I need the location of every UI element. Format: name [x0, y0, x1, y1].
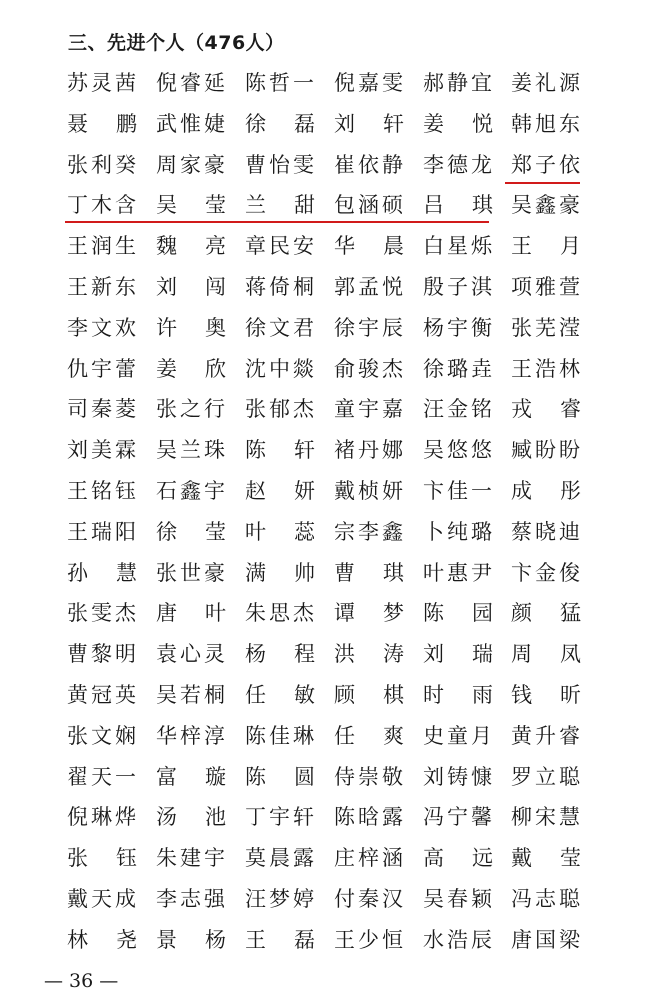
person-name: 杨宇衡: [423, 315, 495, 340]
person-name: 唐 叶: [156, 601, 226, 626]
person-name: 吴兰珠: [156, 438, 228, 463]
person-name: 王润生: [67, 234, 139, 259]
name-row: [67, 593, 597, 634]
name-row: [67, 389, 597, 430]
person-name: 李德龙: [423, 152, 495, 177]
person-name: 任 爽: [334, 723, 404, 748]
person-name: 付秦汉: [334, 886, 406, 911]
person-name: 姜 欣: [156, 356, 226, 381]
person-name: 朱建宇: [156, 846, 228, 871]
person-name: 张郁杰: [245, 397, 317, 422]
person-name: 王少恒: [334, 927, 406, 952]
person-name: 翟天一: [67, 764, 139, 789]
person-name: 罗立聪: [511, 764, 583, 789]
person-name: 张利癸: [67, 152, 139, 177]
person-name: 倪睿延: [156, 71, 228, 95]
person-name: 吴悠悠: [423, 438, 495, 463]
person-name: 魏 亮: [156, 234, 226, 259]
person-name: 唐国梁: [511, 927, 583, 952]
person-name: 李志强: [156, 886, 228, 911]
person-name: 水浩辰: [423, 927, 495, 952]
person-name: 许 奥: [156, 315, 226, 340]
person-name: 戴 莹: [511, 846, 581, 871]
person-name: 朱思杰: [245, 601, 317, 626]
person-name: 刘 闯: [156, 274, 226, 299]
person-name: 崔依静: [334, 152, 406, 177]
person-name: 黄冠英: [67, 682, 139, 707]
person-name: 徐璐垚: [423, 356, 495, 381]
person-name: 丁宇轩: [245, 805, 317, 830]
person-name: 高 远: [423, 846, 493, 871]
person-name: 曹怡雯: [245, 152, 317, 177]
person-name: 俞骏杰: [334, 356, 406, 381]
person-name: 徐 磊: [245, 111, 315, 136]
name-row: [67, 145, 597, 186]
person-name: 吴若桐: [156, 682, 228, 707]
person-name: 武惟婕: [156, 111, 228, 136]
person-name: 成 彤: [511, 478, 581, 503]
person-name: 叶 蕊: [245, 519, 315, 544]
person-name: 刘 轩: [334, 111, 404, 136]
person-name: 姜 悦: [423, 111, 493, 136]
person-name: 张芜滢: [511, 315, 583, 340]
person-name: 富 璇: [156, 764, 226, 789]
person-name: 戴天成: [67, 886, 139, 911]
person-name: 黄升睿: [511, 723, 583, 748]
person-name: 包涵硕: [334, 193, 406, 218]
name-row: [67, 512, 597, 553]
person-name: 丁木含: [67, 193, 139, 218]
person-name: 司秦菱: [67, 397, 139, 422]
person-name: 白星烁: [423, 234, 495, 259]
person-name: 郝静宜: [423, 71, 495, 95]
person-name: 仇宇蕾: [67, 356, 139, 381]
person-name: 臧盼盼: [511, 438, 583, 463]
person-name: 褚丹娜: [334, 438, 406, 463]
person-name: 周 凤: [511, 642, 581, 667]
person-name: 张文娴: [67, 723, 139, 748]
person-name: 侍崇敬: [334, 764, 406, 789]
person-name: 卞金俊: [511, 560, 583, 585]
person-name: 曹黎明: [67, 642, 139, 667]
person-name: 宗李鑫: [334, 519, 406, 544]
red-underline-zheng-ziyi: [505, 182, 580, 184]
person-name: 顾 棋: [334, 682, 404, 707]
person-name: 赵 妍: [245, 478, 315, 503]
person-name: 石鑫宇: [156, 478, 228, 503]
person-name: 徐文君: [245, 315, 317, 340]
person-name: 庄梓涵: [334, 846, 406, 871]
person-name: 颜 猛: [511, 601, 581, 626]
person-name: 林 尧: [67, 927, 137, 952]
person-name: 任 敏: [245, 682, 315, 707]
person-name: 钱 昕: [511, 682, 581, 707]
person-name: 吴 莹: [156, 193, 226, 218]
name-row: [67, 349, 597, 390]
person-name: 倪嘉雯: [334, 71, 406, 95]
red-underline-row-four: [65, 221, 489, 223]
person-name: 蔡晓迪: [511, 519, 583, 544]
person-name: 陈 园: [423, 601, 493, 626]
person-name: 陈晗露: [334, 805, 406, 830]
name-row: [67, 471, 597, 512]
name-row: [67, 920, 597, 961]
name-row: [67, 308, 597, 349]
person-name: 汪金铭: [423, 397, 495, 422]
name-row: [67, 838, 597, 879]
person-name: 聂 鹏: [67, 111, 137, 136]
page-number: — 36 —: [44, 970, 119, 992]
name-row: [67, 879, 597, 920]
person-name: 莫晨露: [245, 846, 317, 871]
person-name: 洪 涛: [334, 642, 404, 667]
person-name: 汪梦婷: [245, 886, 317, 911]
person-name: 时 雨: [423, 682, 493, 707]
person-name: 姜礼源: [511, 71, 583, 95]
person-name: 项雅萱: [511, 274, 583, 299]
person-name: 张 钰: [67, 846, 137, 871]
person-name: 郑子依: [511, 152, 583, 177]
person-name: 兰 甜: [245, 193, 315, 218]
person-name: 倪琳烨: [67, 805, 139, 830]
person-name: 王 磊: [245, 927, 315, 952]
person-name: 蒋倚桐: [245, 274, 317, 299]
person-name: 戎 睿: [511, 397, 581, 422]
person-name: 王铭钰: [67, 478, 139, 503]
person-name: 徐宇辰: [334, 315, 406, 340]
name-row: [67, 797, 597, 838]
person-name: 童宇嘉: [334, 397, 406, 422]
person-name: 章民安: [245, 234, 317, 259]
person-name: 冯宁馨: [423, 805, 495, 830]
person-name: 柳宋慧: [511, 805, 583, 830]
person-name: 张世豪: [156, 560, 228, 585]
person-name: 叶惠尹: [423, 560, 495, 585]
person-name: 李文欢: [67, 315, 139, 340]
person-name: 吕 琪: [423, 193, 493, 218]
person-name: 苏灵茜: [67, 71, 139, 95]
person-name: 周家豪: [156, 152, 228, 177]
person-name: 王新东: [67, 274, 139, 299]
person-name: 戴桢妍: [334, 478, 406, 503]
name-row: [67, 716, 597, 757]
person-name: 袁心灵: [156, 642, 228, 667]
name-row: [67, 757, 597, 798]
person-name: 王 月: [511, 234, 581, 259]
name-row: [67, 430, 597, 471]
person-name: 冯志聪: [511, 886, 583, 911]
person-name: 王瑞阳: [67, 519, 139, 544]
person-name: 王浩林: [511, 356, 583, 381]
person-name: 曹 琪: [334, 560, 404, 585]
person-name: 殷子淇: [423, 274, 495, 299]
person-name: 张之行: [156, 397, 228, 422]
person-name: 刘美霖: [67, 438, 139, 463]
person-name: 华梓淳: [156, 723, 228, 748]
person-name: 张雯杰: [67, 601, 139, 626]
person-name: 卜纯璐: [423, 519, 495, 544]
person-name: 陈佳琳: [245, 723, 317, 748]
name-row: [67, 634, 597, 675]
person-name: 谭 梦: [334, 601, 404, 626]
name-grid: [67, 63, 597, 961]
name-row: [67, 553, 597, 594]
person-name: 韩旭东: [511, 111, 583, 136]
person-name: 郭孟悦: [334, 274, 406, 299]
name-row: [67, 63, 597, 104]
person-name: 吴鑫豪: [511, 193, 583, 218]
person-name: 陈 轩: [245, 438, 315, 463]
person-name: 陈哲一: [245, 71, 317, 95]
person-name: 满 帅: [245, 560, 315, 585]
person-name: 华 晨: [334, 234, 404, 259]
name-row: [67, 267, 597, 308]
name-row: [67, 675, 597, 716]
person-name: 史童月: [423, 723, 495, 748]
person-name: 刘铸慷: [423, 764, 495, 789]
person-name: 刘 瑞: [423, 642, 493, 667]
person-name: 卞佳一: [423, 478, 495, 503]
person-name: 陈 圆: [245, 764, 315, 789]
name-row: [67, 104, 597, 145]
name-row: [67, 226, 597, 267]
person-name: 吴春颖: [423, 886, 495, 911]
person-name: 汤 池: [156, 805, 226, 830]
person-name: 沈中燚: [245, 356, 317, 381]
person-name: 杨 程: [245, 642, 315, 667]
person-name: 景 杨: [156, 927, 226, 952]
person-name: 孙 慧: [67, 560, 137, 585]
section-heading: 三、先进个人（476人）: [68, 32, 285, 54]
person-name: 徐 莹: [156, 519, 226, 544]
